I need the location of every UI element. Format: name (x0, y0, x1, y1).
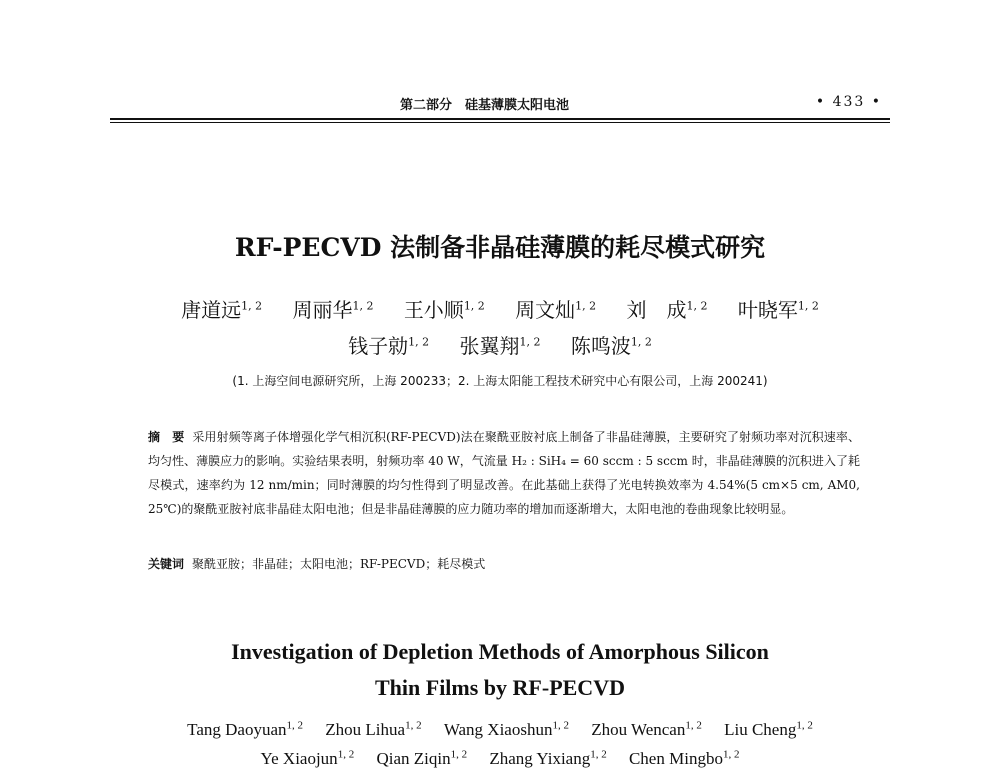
author-en: Zhang Yixiang$^{1, 2}$ (489, 748, 607, 768)
header-rule-thin (110, 122, 890, 123)
running-head (110, 94, 890, 116)
page-number: • 433 • (815, 94, 882, 110)
authors-english-row1 (0, 720, 1000, 740)
section-title: 第二部分 硅基薄膜太阳电池 (400, 98, 570, 113)
author-cn: 叶晓军$^{1, 2}$ (737, 298, 819, 322)
keywords-text: 聚酰亚胺；非晶硅；太阳电池；RF-PECVD；耗尽模式 (192, 557, 486, 571)
keywords (148, 555, 860, 572)
author-en: Tang Daoyuan$^{1, 2}$ (187, 719, 304, 739)
author-cn: 刘 成$^{1, 2}$ (626, 298, 708, 322)
author-cn: 王小顺$^{1, 2}$ (403, 298, 485, 322)
author-cn: 张翼翔$^{1, 2}$ (459, 334, 541, 358)
header-rule-thick (110, 118, 890, 120)
abstract-text: 采用射频等离子体增强化学气相沉积(RF-PECVD)法在聚酰亚胺衬底上制备了非晶硅薄膜，主要研究了射频功率对沉积速率、均匀性、薄膜应力的影响。实验结果表明，射频功率 40 W，气流量 H₂ : SiH₄ = 60 sccm : 5 sccm 时，非晶硅薄膜的沉积进入了耗尽模式，速率约为 12 nm/min；同时薄膜的均匀性得到了明显改善。在此基础上获得了光电转换效率为 4.54%(5 cm×5 cm, AM0, 25℃)的聚酰亚胺衬底非晶硅太阳电池；但是非晶硅薄膜的应力随功率的增加而逐渐增大，太阳电池的卷曲现象比较明显。 (148, 430, 860, 516)
author-en: Qian Ziqin$^{1, 2}$ (376, 748, 468, 768)
author-en: Wang Xiaoshun$^{1, 2}$ (443, 719, 569, 739)
authors-english-row2 (0, 749, 1000, 769)
keywords-label: 关键词 (148, 557, 185, 571)
author-en: Liu Cheng$^{1, 2}$ (724, 719, 813, 739)
authors-chinese-row1 (100, 294, 900, 323)
abstract (148, 425, 860, 521)
abstract-label: 摘 要 (148, 430, 185, 444)
author-cn: 钱子勍$^{1, 2}$ (348, 334, 430, 358)
author-en: Zhou Wencan$^{1, 2}$ (591, 719, 702, 739)
author-cn: 陈鸣波$^{1, 2}$ (570, 334, 652, 358)
author-en: Zhou Lihua$^{1, 2}$ (325, 719, 422, 739)
author-en: Ye Xiaojun$^{1, 2}$ (260, 748, 355, 768)
author-cn: 周丽华$^{1, 2}$ (292, 298, 374, 322)
author-cn: 周文灿$^{1, 2}$ (515, 298, 597, 322)
affiliation: (1. 上海空间电源研究所，上海 200233；2. 上海太阳能工程技术研究中心有限公司，上海 200241) (232, 374, 768, 388)
title-english-line2: Thin Films by RF-PECVD (375, 675, 625, 700)
author-en: Chen Mingbo$^{1, 2}$ (628, 748, 740, 768)
title-english-line1: Investigation of Depletion Methods of Amorphous Silicon (231, 639, 769, 664)
title-chinese: RF-PECVD 法制备非晶硅薄膜的耗尽模式研究 (234, 233, 766, 262)
authors-chinese-row2 (100, 330, 900, 359)
author-cn: 唐道远$^{1, 2}$ (181, 298, 263, 322)
